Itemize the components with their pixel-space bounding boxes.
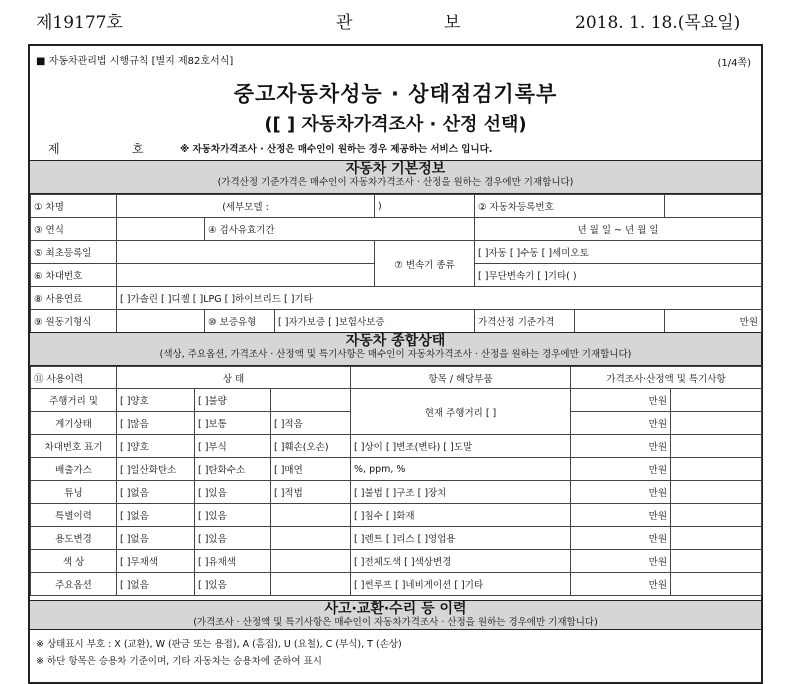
reg-number-field[interactable]: [665, 195, 762, 218]
status-option-3[interactable]: [ ]적법: [271, 481, 351, 504]
usage-history-header: ⑪ 사용이력: [31, 367, 117, 389]
status-row-label: 튜닝: [31, 481, 117, 504]
price-unit: 만원: [571, 550, 671, 573]
status-option-2[interactable]: [ ]있음: [195, 527, 271, 550]
transmission-label: ⑦ 변속기 종류: [375, 241, 475, 287]
base-price-field[interactable]: [575, 310, 665, 333]
inspection-period-field[interactable]: 년 월 일 ~ 년 월 일: [475, 218, 762, 241]
warranty-label: ⑩ 보증유형: [205, 310, 275, 333]
status-row-label: 주행거리 및: [31, 389, 117, 412]
car-name-label: ① 차명: [31, 195, 117, 218]
car-name-field[interactable]: [117, 195, 375, 218]
status-option-3[interactable]: [ ]매연: [271, 458, 351, 481]
special-note-field[interactable]: [671, 504, 762, 527]
number-prefix: 제: [48, 142, 60, 156]
basic-info-note: (가격산정 기준가격은 매수인이 자동차가격조사 · 산정을 원하는 경우에만 기재합니다): [217, 177, 574, 188]
base-price-label: 가격산정 기준가격: [475, 310, 575, 333]
base-price-unit: 만원: [665, 310, 762, 333]
inspection-validity-label: ④ 검사유효기간: [205, 218, 475, 241]
vin-field[interactable]: [117, 264, 375, 287]
status-row: [31, 527, 762, 550]
special-note-field[interactable]: [671, 550, 762, 573]
price-unit: 만원: [571, 389, 671, 412]
gazette-char-1: 관: [336, 13, 353, 33]
status-option-2[interactable]: [ ]불량: [195, 389, 271, 412]
special-note-field[interactable]: [671, 412, 762, 435]
status-row-label: 색 상: [31, 550, 117, 573]
status-option-2[interactable]: [ ]유채색: [195, 550, 271, 573]
overall-section-header: [30, 332, 761, 366]
special-note-field[interactable]: [671, 435, 762, 458]
fuel-label: ⑧ 사용연료: [31, 287, 117, 310]
detail-model-label: (세부모델 :: [222, 202, 269, 213]
detail-model-close: ): [375, 195, 475, 218]
accident-title: 사고·교환·수리 등 이력: [324, 601, 467, 617]
engine-type-label: ⑨ 원동기형식: [31, 310, 117, 333]
status-option-2[interactable]: [ ]있음: [195, 573, 271, 596]
status-row: [31, 504, 762, 527]
special-note-field[interactable]: [671, 458, 762, 481]
special-note-field[interactable]: [671, 389, 762, 412]
gazette-header: [0, 8, 800, 34]
status-option-2[interactable]: [ ]있음: [195, 504, 271, 527]
status-item[interactable]: [ ]전체도색 [ ]색상변경: [351, 550, 571, 573]
fuel-options[interactable]: [ ]가솔린 [ ]디젤 [ ]LPG [ ]하이브리드 [ ]기타: [117, 287, 762, 310]
status-row-label: 주요옵션: [31, 573, 117, 596]
status-row-label: 배출가스: [31, 458, 117, 481]
form-title: 중고자동차성능 · 상태점검기록부: [233, 82, 558, 106]
status-header: 상 태: [117, 367, 351, 389]
price-unit: 만원: [571, 412, 671, 435]
status-option-1[interactable]: [ ]일산화탄소: [117, 458, 195, 481]
special-note-field[interactable]: [671, 527, 762, 550]
basic-info-title: 자동차 기본정보: [345, 161, 446, 177]
service-notice: ※ 자동차가격조사 · 산정은 매수인이 원하는 경우 제공하는 서비스 입니다.: [180, 144, 493, 155]
status-item[interactable]: [ ]불법 [ ]구조 [ ]장치: [351, 481, 571, 504]
basic-info-section-header: [30, 160, 761, 194]
special-note-field[interactable]: [671, 481, 762, 504]
transmission-options-1[interactable]: [ ]자동 [ ]수동 [ ]세미오토: [475, 241, 762, 264]
price-unit: 만원: [571, 458, 671, 481]
status-row-label: 용도변경: [31, 527, 117, 550]
transmission-options-2[interactable]: [ ]무단변속기 [ ]기타( ): [475, 264, 762, 287]
model-year-field[interactable]: [117, 218, 205, 241]
first-reg-label: ⑤ 최초등록일: [31, 241, 117, 264]
status-row-label: 계기상태: [31, 412, 117, 435]
status-item[interactable]: [ ]썬루프 [ ]네비게이션 [ ]기타: [351, 573, 571, 596]
overall-note: (색상, 주요옵션, 가격조사 · 산정액 및 특기사항은 매수인이 자동차가격조사 · 산정을 원하는 경우에만 기재합니다): [159, 349, 632, 360]
status-item[interactable]: %, ppm, %: [351, 458, 571, 481]
status-option-1[interactable]: [ ]양호: [117, 389, 195, 412]
accident-section-header: [30, 600, 761, 630]
vin-label: ⑥ 차대번호: [31, 264, 117, 287]
status-row: [31, 550, 762, 573]
issue-number: 제19177호: [36, 13, 123, 33]
status-row: [31, 481, 762, 504]
warranty-options[interactable]: [ ]자가보증 [ ]보험사보증: [275, 310, 475, 333]
status-option-3[interactable]: [271, 573, 351, 596]
price-unit: 만원: [571, 573, 671, 596]
status-row: [31, 389, 762, 412]
status-item[interactable]: [ ]렌트 [ ]리스 [ ]영업용: [351, 527, 571, 550]
issue-date: 2018. 1. 18.(목요일): [575, 13, 741, 33]
status-row-label: 특별이력: [31, 504, 117, 527]
inspection-form: [28, 44, 763, 684]
engine-type-field[interactable]: [117, 310, 205, 333]
status-option-3[interactable]: [271, 504, 351, 527]
overall-status-table: [30, 366, 762, 596]
special-note-field[interactable]: [671, 573, 762, 596]
status-item[interactable]: 현재 주행거리 [ ]: [351, 389, 571, 435]
status-row-label: 차대번호 표기: [31, 435, 117, 458]
price-unit: 만원: [571, 504, 671, 527]
status-option-3[interactable]: [ ]적음: [271, 412, 351, 435]
status-option-3[interactable]: [271, 550, 351, 573]
price-unit: 만원: [571, 527, 671, 550]
status-option-3[interactable]: [ ]훼손(오손): [271, 435, 351, 458]
item-header: 항목 / 해당부품: [351, 367, 571, 389]
status-option-2[interactable]: [ ]부식: [195, 435, 271, 458]
status-option-1[interactable]: [ ]많음: [117, 412, 195, 435]
number-suffix: 호: [132, 142, 144, 156]
status-option-2[interactable]: [ ]탄화수소: [195, 458, 271, 481]
first-reg-field[interactable]: [117, 241, 375, 264]
status-option-1[interactable]: [ ]없음: [117, 504, 195, 527]
price-header: 가격조사·산정액 및 특기사항: [571, 367, 762, 389]
status-item[interactable]: [ ]상이 [ ]변조(변타) [ ]도말: [351, 435, 571, 458]
status-option-1[interactable]: [ ]없음: [117, 481, 195, 504]
form-subtitle: ([ ] 자동차가격조사 · 산정 선택): [264, 114, 527, 135]
status-option-3[interactable]: [271, 527, 351, 550]
status-symbol-note: ※ 상태표시 부호 : X (교환), W (판금 또는 용접), A (흠집), U (요철), C (부식), T (손상): [36, 639, 402, 650]
status-option-1[interactable]: [ ]양호: [117, 435, 195, 458]
status-row: [31, 458, 762, 481]
status-option-3[interactable]: [271, 389, 351, 412]
basic-info-table: [30, 194, 762, 333]
price-unit: 만원: [571, 481, 671, 504]
price-unit: 만원: [571, 435, 671, 458]
status-option-2[interactable]: [ ]보통: [195, 412, 271, 435]
status-option-1[interactable]: [ ]없음: [117, 527, 195, 550]
status-option-1[interactable]: [ ]무채색: [117, 550, 195, 573]
overall-title: 자동차 종합상태: [345, 333, 446, 349]
model-year-label: ③ 연식: [31, 218, 117, 241]
status-row: [31, 573, 762, 596]
status-option-1[interactable]: [ ]없음: [117, 573, 195, 596]
vehicle-basis-note: ※ 하단 항목은 승용차 기준이며, 기타 자동차는 승용차에 준하여 표시: [36, 656, 322, 667]
status-option-2[interactable]: [ ]있음: [195, 481, 271, 504]
reg-number-label: ② 자동차등록번호: [475, 195, 665, 218]
accident-note: (가격조사 · 산정액 및 특기사항은 매수인이 자동차가격조사 · 산정을 원하는 경우에만 기재합니다): [193, 617, 598, 628]
status-item[interactable]: [ ]침수 [ ]화재: [351, 504, 571, 527]
gazette-char-2: 보: [444, 13, 461, 33]
form-tag: ■ 자동차관리법 시행규칙 [별지 제82호서식]: [36, 56, 234, 67]
status-row: [31, 435, 762, 458]
page-indicator: (1/4쪽): [717, 58, 751, 69]
